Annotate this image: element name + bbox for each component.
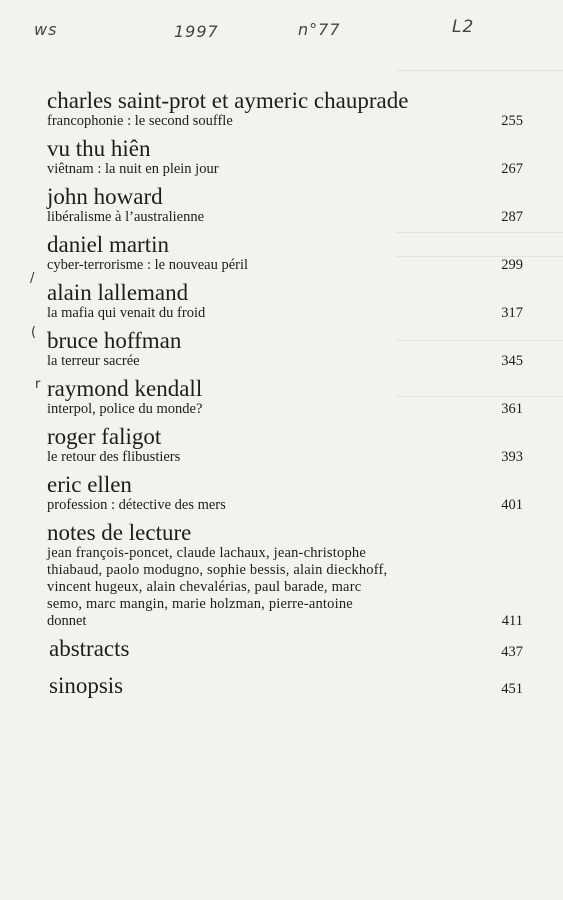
margin-mark: r	[35, 377, 41, 392]
toc-entry	[47, 184, 523, 226]
handwritten-year: 1997	[174, 22, 219, 41]
abstracts-label: abstracts	[49, 636, 130, 661]
toc-entry	[47, 280, 523, 322]
handwritten-code: L2	[452, 17, 475, 37]
entry-title: viêtnam : la nuit en plein jour	[47, 161, 219, 177]
entry-title: la terreur sacrée	[47, 353, 140, 369]
entry-page: 393	[501, 449, 523, 465]
toc-entry-notes	[47, 520, 523, 630]
sinopsis-label: sinopsis	[49, 673, 124, 698]
entry-author: alain lallemand	[47, 280, 189, 305]
entry-author: roger faligot	[47, 424, 162, 449]
entry-author: vu thu hiên	[47, 136, 151, 161]
entry-page: 411	[501, 613, 523, 629]
toc-entry-abstracts	[47, 636, 523, 661]
entry-title: le retour des flibustiers	[47, 449, 181, 465]
notes-heading: notes de lecture	[47, 520, 192, 545]
entry-page: 299	[501, 257, 523, 273]
notes-line: vincent hugeux, alain chevalérias, paul barade, marc	[47, 579, 362, 595]
entry-page: 361	[501, 401, 523, 417]
show-through	[396, 70, 563, 71]
entry-title: cyber-terrorisme : le nouveau péril	[47, 257, 249, 273]
notes-line: donnet	[47, 613, 87, 629]
toc-entry	[47, 424, 523, 466]
entry-author: john howard	[47, 184, 163, 209]
toc-entry	[47, 88, 523, 130]
entry-title: interpol, police du monde?	[47, 401, 203, 417]
entry-page: 345	[501, 353, 523, 369]
entry-title: libéralisme à l’australienne	[47, 209, 205, 225]
margin-mark: (	[31, 325, 37, 340]
entry-title: profession : détective des mers	[47, 497, 226, 513]
margin-mark: /	[30, 271, 35, 286]
entry-author: eric ellen	[47, 472, 132, 497]
entry-page: 437	[501, 644, 523, 660]
toc-entry	[47, 232, 523, 274]
toc-entry	[47, 376, 523, 418]
table-of-contents	[47, 88, 523, 698]
handwritten-issue: n°77	[298, 20, 341, 39]
entry-title: la mafia qui venait du froid	[47, 305, 206, 321]
notes-line: thiabaud, paolo modugno, sophie bessis, alain dieckhoff,	[47, 562, 388, 578]
entry-page: 255	[501, 113, 523, 129]
toc-entry	[47, 136, 523, 178]
toc-entry	[47, 328, 523, 370]
handwritten-note: ws	[34, 20, 58, 39]
toc-entry	[47, 472, 523, 514]
entry-page: 451	[501, 681, 523, 697]
entry-page: 317	[501, 305, 523, 321]
entry-author: raymond kendall	[47, 376, 203, 401]
entry-author: bruce hoffman	[47, 328, 182, 353]
entry-title: francophonie : le second souffle	[47, 113, 233, 129]
entry-author: daniel martin	[47, 232, 169, 257]
toc-entry-sinopsis	[47, 673, 523, 698]
entry-page: 401	[501, 497, 523, 513]
entry-author: charles saint-prot et aymeric chauprade	[47, 88, 409, 113]
entry-page: 267	[501, 161, 523, 177]
entry-page: 287	[501, 209, 523, 225]
notes-line: semo, marc mangin, marie holzman, pierre-antoine	[47, 596, 353, 612]
notes-line: jean françois-poncet, claude lachaux, jean-christophe	[47, 545, 366, 561]
